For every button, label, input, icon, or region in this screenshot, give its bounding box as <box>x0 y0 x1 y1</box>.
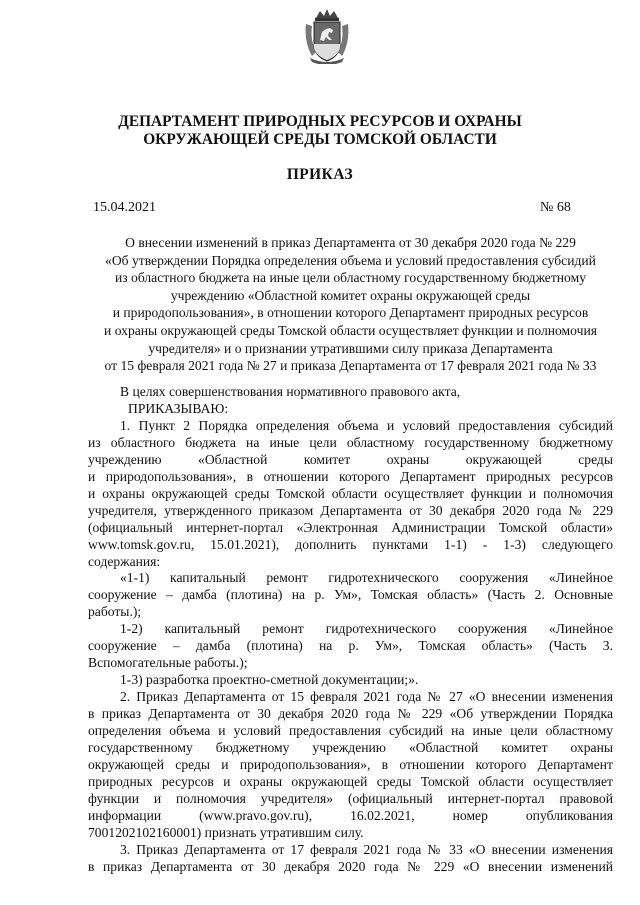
caption-line: О внесении изменений в приказ Департамента от 30 декабря 2020 года № 229 <box>125 235 576 250</box>
body-line: окружающей среды и природопользования», в отношении которого Департамент <box>88 756 613 772</box>
department-name-line-2: ОКРУЖАЮЩЕЙ СРЕДЫ ТОМСКОЙ ОБЛАСТИ <box>143 131 497 148</box>
body-line: государственному бюджетному учреждению «Областной комитет охраны <box>88 740 613 756</box>
document-title: ПРИКАЗ <box>286 166 354 183</box>
body-line: сооружение – дамба (плотина) на р. Ум», Томская область» (Часть 2. Основные <box>88 587 613 603</box>
body-line: «1-1) капитальный ремонт гидротехнического сооружения «Линейное <box>120 570 613 586</box>
body-line: в приказ Департамента от 30 декабря 2020 года № 229 «Об утверждении Порядка <box>88 706 613 722</box>
body-line: (официальный интернет-портал «Электронная Администрации Томской области» <box>88 519 613 535</box>
body-line: ПРИКАЗЫВАЮ: <box>128 400 229 416</box>
caption-line: и природопользования», в отношении которого Департамент природных ресурсов <box>112 305 589 321</box>
body-line: В целях совершенствования нормативного правового акта, <box>120 384 461 399</box>
coat-of-arms-icon <box>302 8 352 64</box>
caption-line: учредителя» и о признании утратившими силу приказа Департамента <box>148 340 553 356</box>
body-line: 1-2) капитальный ремонт гидротехнического сооружения «Линейное <box>120 621 613 637</box>
body-line: работы.); <box>88 604 142 620</box>
body-line: учреждению «Областной комитет охраны окружающей среды <box>88 451 613 467</box>
body-line: 1. Пункт 2 Порядка определения объема и условий предоставления субсидий <box>120 417 613 433</box>
document-date: 15.04.2021 <box>93 200 156 215</box>
body-line: учредителя, утвержденного приказом Департамента от 30 декабря 2020 года № 229 <box>88 502 613 518</box>
body-line: определения объема и условий предоставления субсидий на иные цели областному <box>88 723 613 739</box>
body-line: в приказ Департамента от 30 декабря 2020 года № 229 «О внесении изменений <box>88 858 613 874</box>
caption-line: от 15 февраля 2021 года № 27 и приказа Департамента от 17 февраля 2021 года № 33 <box>104 358 597 374</box>
caption-line: «Об утверждении Порядка определения объема и условий предоставления субсидий <box>105 252 596 268</box>
body-line: www.tomsk.gov.ru, 15.01.2021), дополнить пунктами 1-1) - 1-3) следующего <box>88 536 613 552</box>
body-line: и природопользования», в отношении которого Департамент природных ресурсов <box>88 468 613 484</box>
body-line: содержания: <box>88 553 161 569</box>
body-line: и охраны окружающей среды Томской области осуществляет функции и полномочия <box>88 485 613 501</box>
document-body <box>88 384 613 876</box>
body-line: 2. Приказ Департамента от 15 февраля 2021 года № 27 «О внесении изменения <box>120 689 613 705</box>
body-line: сооружение – дамба (плотина) на р. Ум», Томская область» (Часть 3. <box>88 638 613 654</box>
body-line: информации (www.pravo.gov.ru), 16.02.2021, номер опубликования <box>88 807 613 823</box>
body-line: 7001202102160001) признать утратившим силу. <box>88 824 364 840</box>
caption-line: учреждению «Областной комитет охраны окружающей среды <box>170 287 531 303</box>
document-caption <box>88 234 613 375</box>
body-line: 1-3) разработка проектно-сметной документации;». <box>120 672 419 688</box>
body-line: функции и полномочия учредителя» (официальный интернет-портал правовой <box>88 790 613 806</box>
body-line: Вспомогательные работы.); <box>88 655 248 671</box>
body-line: 3. Приказ Департамента от 17 февраля 2021 года № 33 «О внесении изменения <box>120 841 613 857</box>
body-line: природных ресурсов и охраны окружающей среды Томской области осуществляет <box>88 773 613 789</box>
caption-line: из областного бюджета на иные цели областному государственному бюджетному <box>114 270 586 286</box>
document-number: № 68 <box>540 200 571 215</box>
caption-line: и охраны окружающей среды Томской области осуществляет функции и полномочия <box>104 322 597 338</box>
body-line: из областного бюджета на иные цели областному государственному бюджетному <box>88 434 613 450</box>
department-name-line-1: ДЕПАРТАМЕНТ ПРИРОДНЫХ РЕСУРСОВ И ОХРАНЫ <box>118 113 522 130</box>
